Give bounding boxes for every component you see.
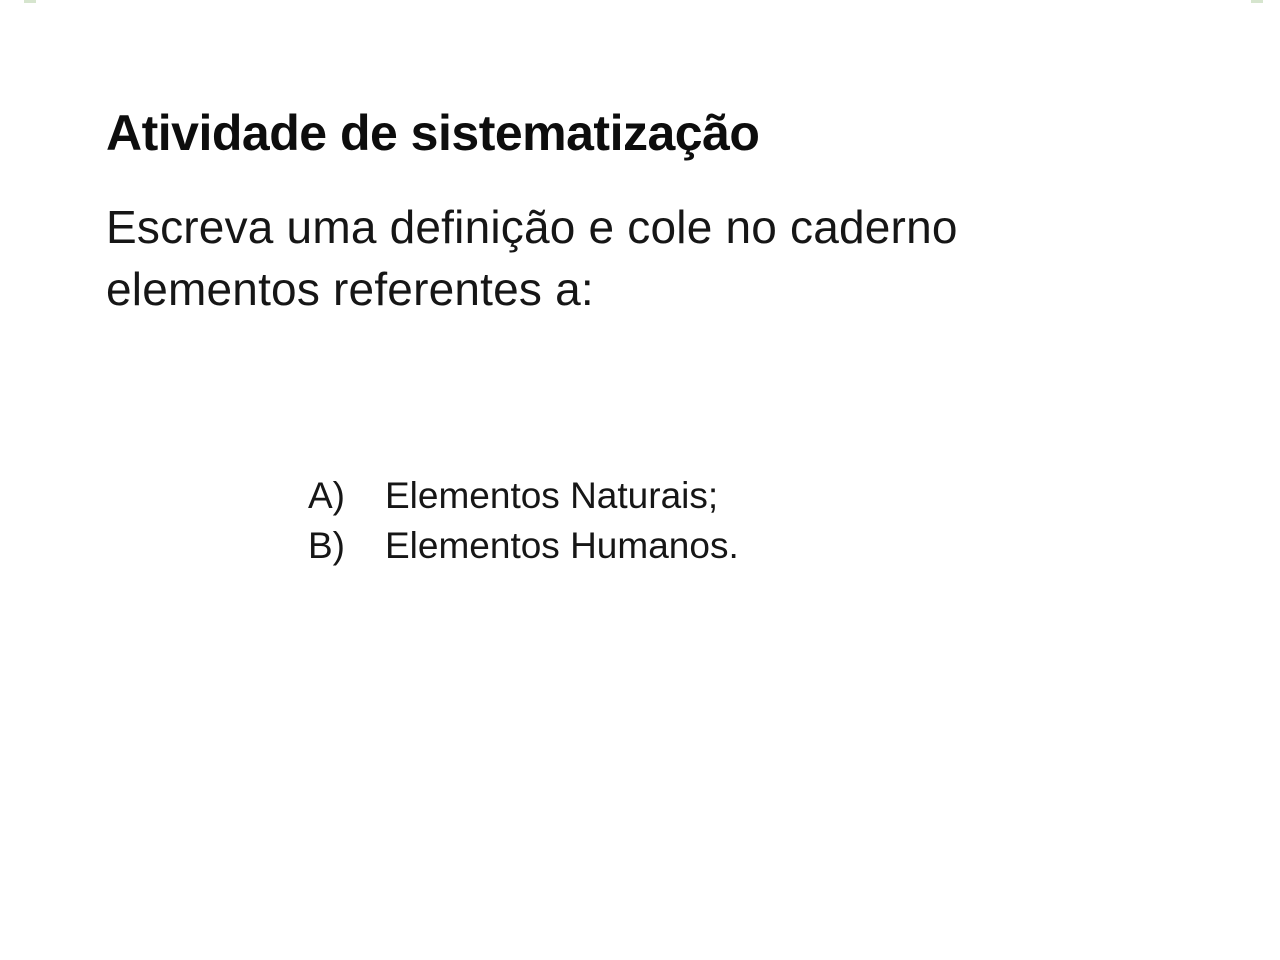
instruction-line-2: elementos referentes a: (106, 263, 594, 315)
slide-title: Atividade de sistematização (106, 104, 760, 161)
instruction-line-1: Escreva uma definição e cole no caderno (106, 201, 958, 253)
option-label-b: Elementos Humanos. (385, 525, 739, 566)
option-marker-a: A) (308, 475, 345, 516)
slide-frame-fragment-right (1251, 0, 1263, 3)
option-label-a: Elementos Naturais; (385, 475, 719, 516)
instruction-paragraph (106, 196, 958, 320)
list-item (308, 521, 739, 571)
slide-frame-fragment-left (24, 0, 36, 3)
list-item (308, 471, 739, 521)
option-marker-b: B) (308, 525, 345, 566)
option-list (308, 471, 739, 571)
